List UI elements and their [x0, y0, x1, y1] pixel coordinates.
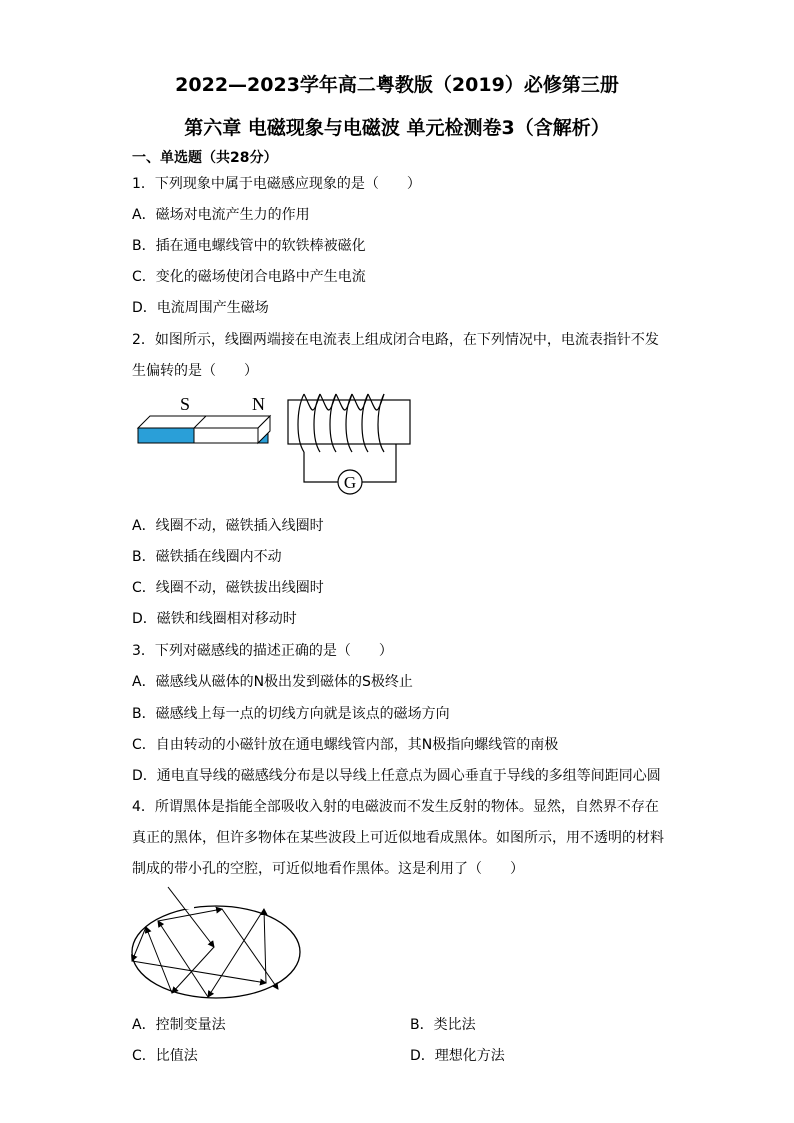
doc-title-line2: 第六章 电磁现象与电磁波 单元检测卷3（含解析） [184, 117, 610, 139]
cavity-hole [184, 903, 194, 909]
q2-option-a: A．线圈不动，磁铁插入线圈时 [132, 518, 324, 534]
bar-magnet [138, 416, 270, 443]
q4-stem-line2: 真正的黑体，但许多物体在某些波段上可近似地看成黑体。如图所示，用不透明的材料 [132, 830, 664, 846]
q2-option-b: B．磁铁插在线圈内不动 [132, 549, 282, 565]
reflected-rays [132, 887, 278, 997]
q4-stem-line3: 制成的带小孔的空腔，可近似地看作黑体。这是利用了（ ） [132, 861, 524, 877]
q3-option-d: D．通电直导线的磁感线分布是以导线上任意点为圆心垂直于导线的多组等间距同心圆 [132, 768, 661, 784]
coil-tube [288, 400, 410, 444]
q3-option-a: A．磁感线从磁体的N极出发到磁体的S极终止 [132, 674, 413, 690]
q2-stem-line1: 2．如图所示，线圈两端接在电流表上组成闭合电路，在下列情况中，电流表指针不发 [132, 332, 659, 348]
q4-option-a: A．控制变量法 [132, 1017, 226, 1033]
q4-option-c: C．比值法 [132, 1048, 198, 1064]
q1-option-d: D．电流周围产生磁场 [132, 300, 269, 316]
q3-stem: 3．下列对磁感线的描述正确的是（ ） [132, 643, 393, 659]
q1-option-b: B．插在通电螺线管中的软铁棒被磁化 [132, 238, 366, 254]
q4-option-b: B．类比法 [410, 1017, 476, 1033]
coil-windings [298, 394, 384, 452]
section-heading: 一、单选题（共28分） [132, 150, 278, 166]
q2-option-d: D．磁铁和线圈相对移动时 [132, 611, 297, 627]
magnet-s-label: S [180, 394, 191, 414]
q3-option-b: B．磁感线上每一点的切线方向就是该点的磁场方向 [132, 706, 450, 722]
q1-option-c: C．变化的磁场使闭合电路中产生电流 [132, 269, 366, 285]
magnet-n-label: N [252, 394, 265, 414]
q2-option-c: C．线圈不动，磁铁拔出线圈时 [132, 580, 324, 596]
wire-left [304, 452, 338, 482]
q3-option-c: C．自由转动的小磁针放在通电螺线管内部，其N极指向螺线管的南极 [132, 737, 559, 753]
q4-option-d: D．理想化方法 [410, 1048, 505, 1064]
galvanometer-label: G [343, 473, 357, 492]
q1-stem: 1．下列现象中属于电磁感应现象的是（ ） [132, 176, 421, 192]
q1-option-a: A．磁场对电流产生力的作用 [132, 207, 310, 223]
q2-stem-line2: 生偏转的是（ ） [132, 363, 258, 379]
doc-title-line1: 2022—2023学年高二粤教版（2019）必修第三册 [175, 74, 619, 96]
magnet-coil-figure [132, 390, 422, 500]
q4-stem-line1: 4．所谓黑体是指能全部吸收入射的电磁波而不发生反射的物体。显然，自然界不存在 [132, 799, 659, 815]
blackbody-cavity-figure [128, 885, 308, 1003]
